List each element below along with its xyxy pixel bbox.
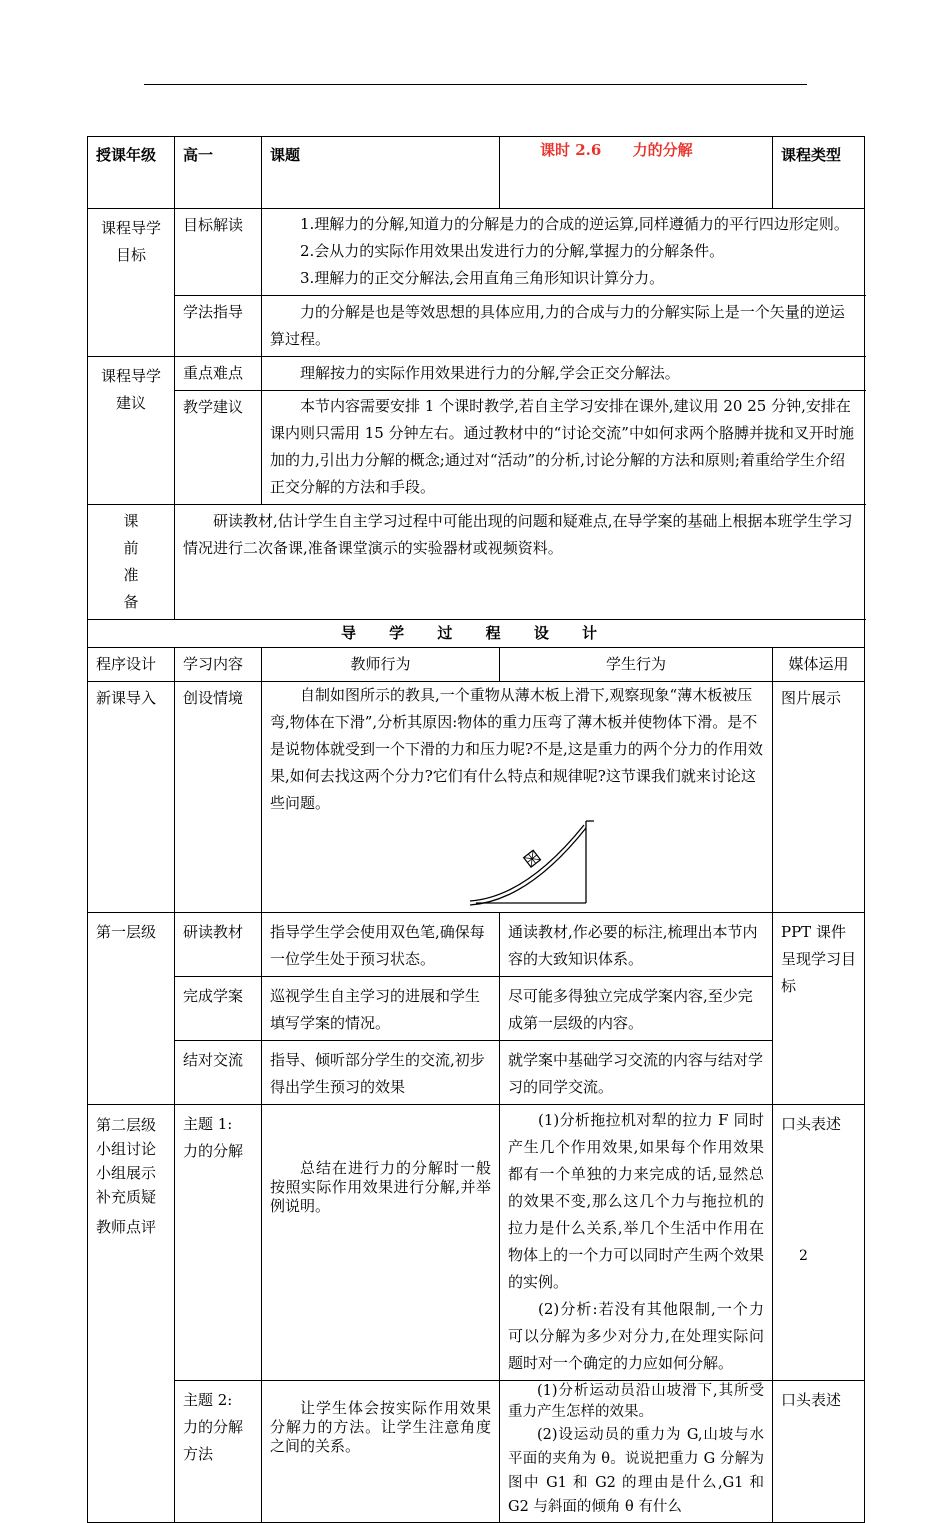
topic1-teacher: 总结在进行力的分解时一般按照实际作用效果进行分解,并举例说明。: [262, 1105, 500, 1381]
topic-label: 课题: [262, 137, 500, 209]
grade-label: 授课年级: [88, 137, 175, 209]
topic1-student-2: (2)分析:若没有其他限制,一个力可以分解为多少对分力,在处理实际问题时对一个确定的力应如何分解。: [508, 1300, 764, 1372]
goals-target-row: [88, 209, 865, 296]
topic1-name: 力的分解: [183, 1142, 244, 1160]
topic2-teacher: 让学生体会按实际作用效果分解力的方法。让学生注意角度之间的关系。: [262, 1381, 500, 1523]
level2-row-1: [88, 1105, 865, 1381]
teach-text: 本节内容需要安排 1 个课时教学,若自主学习安排在课外,建议用 20 25 分钟,安排在课内则只需用 15 分钟左右。通过教材中的“讨论交流”中如何求两个胳膊并拢和叉开时施加的力,引出力分解的概念;通过对“活动”的分析,讨论分解的方法和原则;着重给学生介绍正交分解的方法和手段。: [262, 391, 865, 505]
level1-stage: 第一层级: [88, 913, 175, 1105]
intro-content: 创设情境: [175, 682, 262, 913]
level1-content-3: 结对交流: [175, 1041, 262, 1105]
intro-teacher-cell: [262, 682, 773, 913]
topic1-content: [175, 1105, 262, 1381]
goals-section-label: 课程导学目标: [88, 209, 175, 357]
level1-student-1: 通读教材,作必要的标注,梳理出本节内容的大致知识体系。: [500, 913, 773, 977]
intro-teacher-text: 自制如图所示的教具,一个重物从薄木板上滑下,观察现象“薄木板被压弯,物体在下滑”,分析其原因:物体的重力压弯了薄木板并使物体下滑。是不是说物体就受到一个下滑的力和压力呢?不是,这是重力的两个分力的作用效果,如何去找这两个分力?它们有什么特点和规律呢?这节课我们就来讨论这些问题。: [270, 686, 763, 812]
target-item-3: 3.理解力的正交分解法,会用直角三角形知识计算分力。: [300, 269, 665, 287]
topic1-student: [500, 1105, 773, 1381]
topic2-label: 主题 2:: [183, 1391, 233, 1409]
target-text: [262, 209, 865, 296]
target-item-2: 2.会从力的实际作用效果出发进行力的分解,掌握力的分解条件。: [300, 242, 725, 260]
col-student: 学生行为: [500, 648, 773, 682]
level1-row-1: [88, 913, 865, 977]
target-item-1: 1.理解力的分解,知道力的分解是力的合成的逆运算,同样遵循力的平行四边形定则。: [300, 215, 849, 233]
goals-method-row: [88, 296, 865, 357]
topic2-name: 力的分解: [183, 1418, 244, 1436]
prep-row: [88, 505, 865, 620]
col-content: 学习内容: [175, 648, 262, 682]
level2-stage-line-1: 第二层级: [96, 1116, 157, 1134]
level1-teacher-2: 巡视学生自主学习的进展和学生填写学案的情况。: [262, 977, 500, 1041]
header-rule: [144, 84, 807, 85]
method-label: 学法指导: [175, 296, 262, 357]
level1-student-3: 就学案中基础学习交流的内容与结对学习的同学交流。: [500, 1041, 773, 1105]
suggest-section-label: 课程导学建议: [88, 357, 175, 505]
diagram-board-upper: [470, 828, 586, 905]
column-header-row: [88, 648, 865, 682]
topic1-label: 主题 1:: [183, 1115, 233, 1133]
prep-label: 课前准备: [88, 505, 175, 620]
topic2-student-1: (1)分析运动员沿山坡滑下,其所受重力产生怎样的效果。: [508, 1383, 764, 1420]
topic1-media: 口头表述: [773, 1105, 865, 1381]
method-text: 力的分解是也是等效思想的具体应用,力的合成与力的分解实际上是一个矢量的逆运算过程。: [262, 296, 865, 357]
level2-stage-line-5: 教师点评: [96, 1218, 157, 1236]
intro-stage: 新课导入: [88, 682, 175, 913]
topic2-name-2: 方法: [183, 1445, 214, 1463]
topic2-media: 口头表述: [773, 1381, 865, 1523]
diagram-block: [524, 850, 541, 867]
topic1-student-1: (1)分析拖拉机对犁的拉力 F 同时产生几个作用效果,如果每个作用效果都有一个单独的力来完成的话,显然总的效果不变,那么这几个力与拖拉机的拉力是什么关系,举几个生活中作用在物体上的一个力可以同时产生两个效果的实例。: [508, 1111, 764, 1291]
topic2-student: [500, 1381, 773, 1523]
lesson-plan-table: [87, 136, 865, 1523]
topic2-student-2: (2)设运动员的重力为 G,山坡与水平面的夹角为 θ。说说把重力 G 分解为图中 G1 和 G2 的理由是什么,G1 和 G2 与斜面的倾角 θ 有什么: [508, 1427, 764, 1515]
page-number: 2: [799, 1248, 808, 1264]
suggest-key-row: [88, 357, 865, 391]
level1-row-2: [88, 977, 865, 1041]
prep-text: 研读教材,估计学生自主学习过程中可能出现的问题和疑难点,在导学案的基础上根据本班学生学习情况进行二次备课,准备课堂演示的实验器材或视频资料。: [175, 505, 865, 620]
process-title-row: [88, 620, 865, 648]
col-stage: 程序设计: [88, 648, 175, 682]
level2-stage-line-4: 补充质疑: [96, 1188, 157, 1206]
suggest-teach-row: [88, 391, 865, 505]
header-row: [88, 137, 865, 209]
target-label: 目标解读: [175, 209, 262, 296]
key-text: 理解按力的实际作用效果进行力的分解,学会正交分解法。: [262, 357, 865, 391]
level2-stage-line-2: 小组讨论: [96, 1140, 157, 1158]
key-label: 重点难点: [175, 357, 262, 391]
col-teacher: 教师行为: [262, 648, 500, 682]
col-media: 媒体运用: [773, 648, 865, 682]
level1-row-3: [88, 1041, 865, 1105]
type-label: 课程类型: [773, 137, 865, 209]
intro-row: [88, 682, 865, 913]
lesson-title: 课时 2.6 力的分解: [500, 137, 773, 209]
incline-diagram: [466, 819, 606, 909]
level1-content-1: 研读教材: [175, 913, 262, 977]
diagram-board-lower: [470, 825, 584, 901]
level1-teacher-1: 指导学生学会使用双色笔,确保每一位学生处于预习状态。: [262, 913, 500, 977]
intro-media: 图片展示: [773, 682, 865, 913]
level1-student-2: 尽可能多得独立完成学案内容,至少完成第一层级的内容。: [500, 977, 773, 1041]
level2-stage-line-3: 小组展示: [96, 1164, 157, 1182]
process-title: 导 学 过 程 设 计: [88, 620, 865, 648]
level1-media: PPT 课件呈现学习目标: [773, 913, 865, 1105]
level1-content-2: 完成学案: [175, 977, 262, 1041]
teach-label: 教学建议: [175, 391, 262, 505]
grade-value: 高一: [175, 137, 262, 209]
level1-teacher-3: 指导、倾听部分学生的交流,初步得出学生预习的效果: [262, 1041, 500, 1105]
level2-row-2: [88, 1381, 865, 1523]
level2-stage: [88, 1105, 175, 1523]
topic2-content: [175, 1381, 262, 1523]
